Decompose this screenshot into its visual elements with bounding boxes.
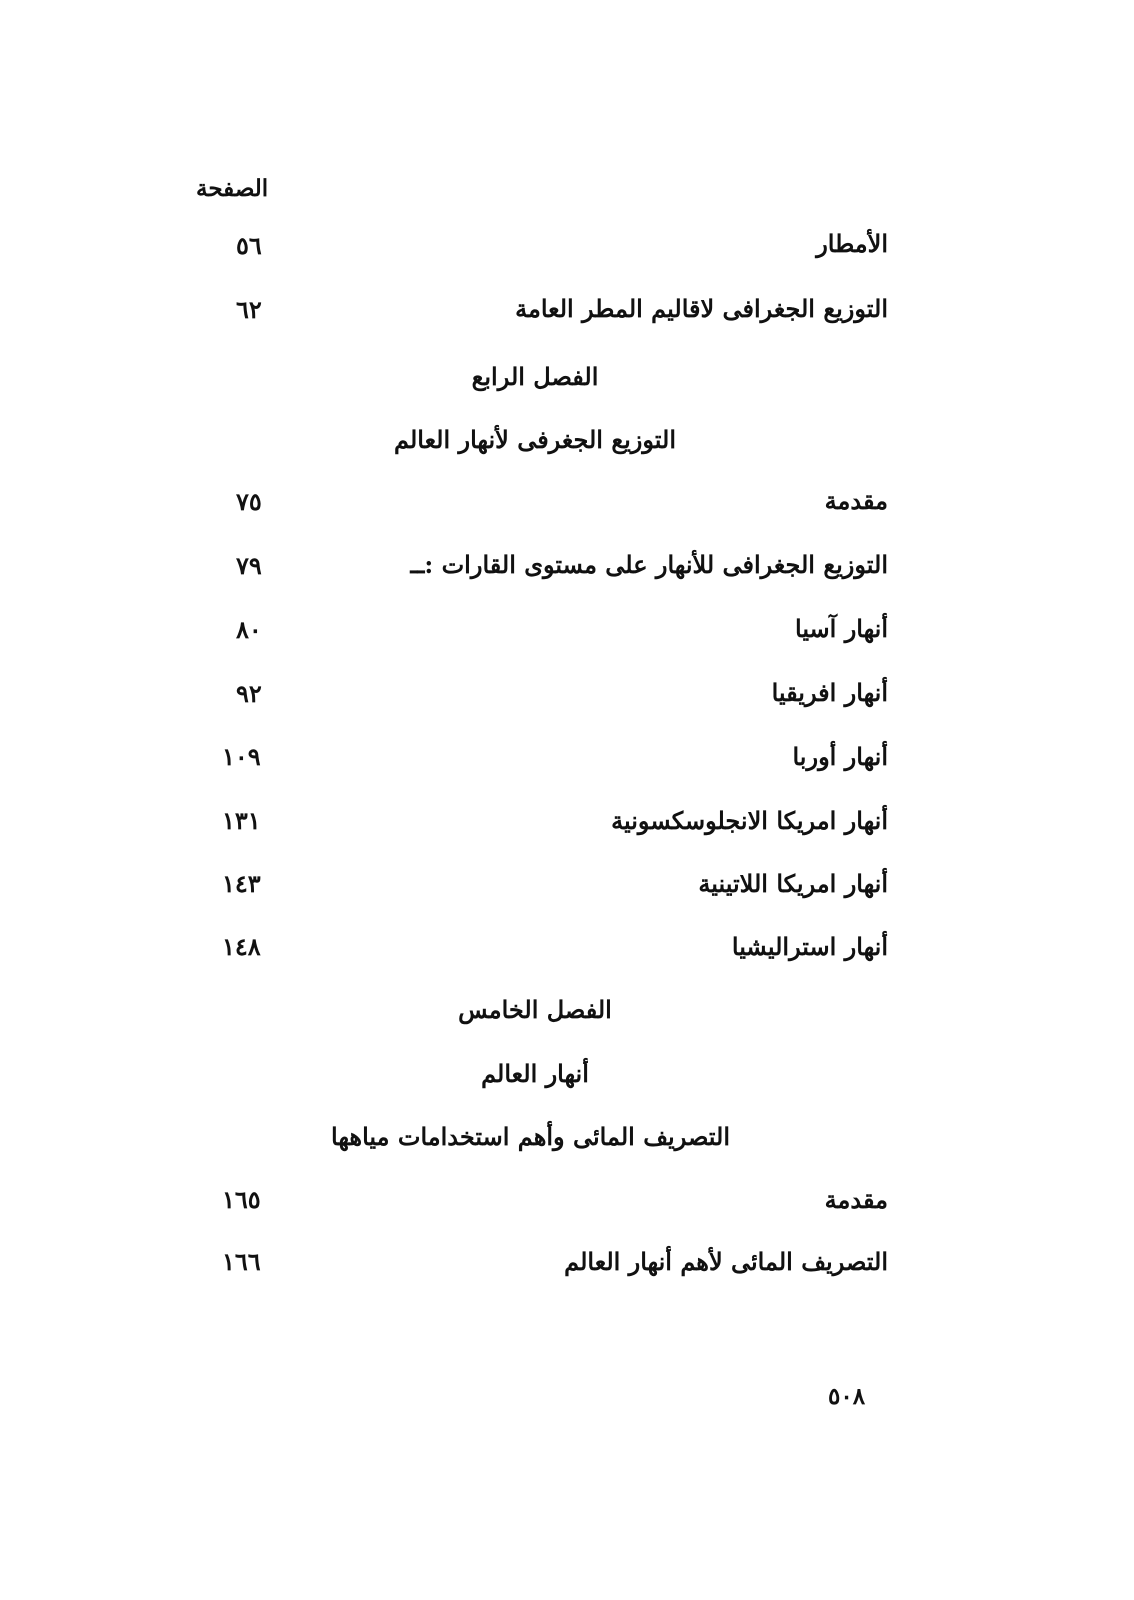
toc-entry-page: ١٦٥: [222, 1185, 261, 1214]
toc-entry-title: أنهار افريقيا: [771, 678, 888, 707]
chapter-heading: الفصل الخامس: [458, 995, 612, 1024]
toc-entry-title: التوزيع الجغرافى لاقاليم المطر العامة: [515, 294, 888, 323]
chapter-subtitle: التصريف المائى وأهم استخدامات مياهها: [331, 1122, 730, 1151]
toc-entry-title: أنهار استراليشيا: [731, 932, 888, 961]
toc-entry-page: ١٠٩: [222, 742, 261, 771]
toc-entry-page: ١٤٨: [222, 932, 261, 961]
toc-entry-page: ٧٥: [236, 487, 262, 516]
toc-entry-title: الأمطار: [816, 229, 888, 258]
toc-entry-title: التصريف المائى لأهم أنهار العالم: [564, 1247, 888, 1276]
toc-entry-title: أنهار امريكا اللاتينية: [698, 869, 888, 898]
chapter-title: التوزيع الجغرفى لأنهار العالم: [394, 425, 676, 454]
toc-entry-title: أنهار أوربا: [792, 742, 888, 771]
toc-entry-page: ١٣١: [222, 806, 261, 835]
toc-entry-title: مقدمة: [824, 486, 888, 515]
toc-entry-page: ٧٩: [236, 551, 262, 580]
chapter-heading: الفصل الرابع: [471, 362, 599, 391]
toc-entry-title: التوزيع الجغرافى للأنهار على مستوى القارات :ــ: [410, 550, 888, 579]
toc-entry-title: أنهار آسيا: [795, 614, 888, 643]
chapter-title: أنهار العالم: [481, 1059, 589, 1088]
page-number: ٥٠٨: [828, 1383, 866, 1410]
toc-entry-page: ٩٢: [236, 679, 262, 708]
toc-entry-title: أنهار امريكا الانجلوسكسونية: [611, 806, 888, 835]
toc-entry-page: ٨٠: [236, 615, 262, 644]
toc-entry-page: ١٤٣: [222, 869, 261, 898]
toc-entry-page: ٦٢: [236, 295, 262, 324]
toc-entry-title: مقدمة: [824, 1185, 888, 1214]
toc-entry-page: ١٦٦: [222, 1247, 261, 1276]
toc-entry-page: ٥٦: [236, 231, 262, 260]
page-column-header: الصفحة: [196, 175, 269, 202]
